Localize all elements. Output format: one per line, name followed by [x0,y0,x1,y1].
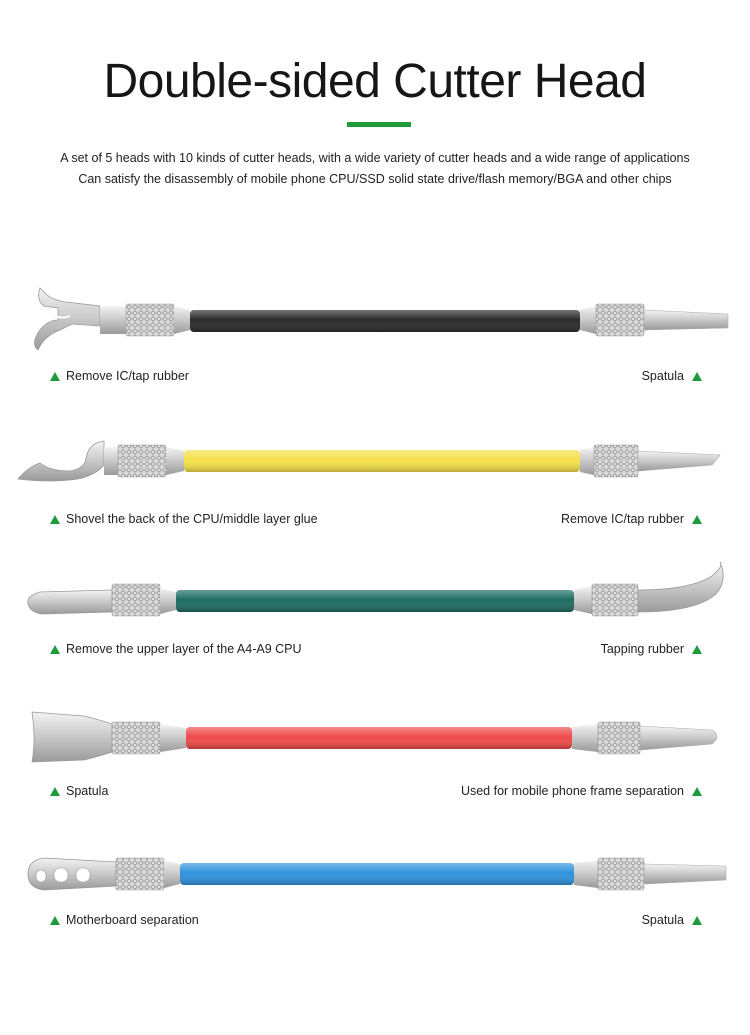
tool-1-image [0,280,750,360]
triangle-icon [692,372,702,381]
triangle-icon [50,916,60,925]
tool-3-left-label: Remove the upper layer of the A4-A9 CPU [50,641,302,657]
triangle-icon [50,787,60,796]
triangle-icon [50,645,60,654]
tool-2-left-label: Shovel the back of the CPU/middle layer glue [50,511,318,527]
triangle-icon [50,372,60,381]
tool-2-right-label: Remove IC/tap rubber [561,511,702,527]
triangle-icon [692,916,702,925]
tool-4-left-label: Spatula [50,783,108,799]
page-title: Double-sided Cutter Head [103,55,647,108]
description-line-1: A set of 5 heads with 10 kinds of cutter heads, with a wide variety of cutter heads and a wide range of applications [60,151,690,165]
tool-2-image [0,425,750,505]
tool-1-right-label: Spatula [642,368,702,384]
triangle-icon [692,645,702,654]
tool-3-right-label: Tapping rubber [601,641,702,657]
triangle-icon [692,787,702,796]
tool-5-image [0,836,750,916]
description-line-2: Can satisfy the disassembly of mobile phone CPU/SSD solid state drive/flash memory/BGA and other chips [78,172,672,186]
tool-4-right-label: Used for mobile phone frame separation [461,783,702,799]
tool-1-left-label: Remove IC/tap rubber [50,368,189,384]
title-accent-bar [347,122,411,127]
tool-4-image [0,700,750,780]
tool-5-left-label: Motherboard separation [50,912,199,928]
triangle-icon [50,515,60,524]
tool-5-right-label: Spatula [642,912,702,928]
tool-3-image [0,560,750,640]
triangle-icon [692,515,702,524]
